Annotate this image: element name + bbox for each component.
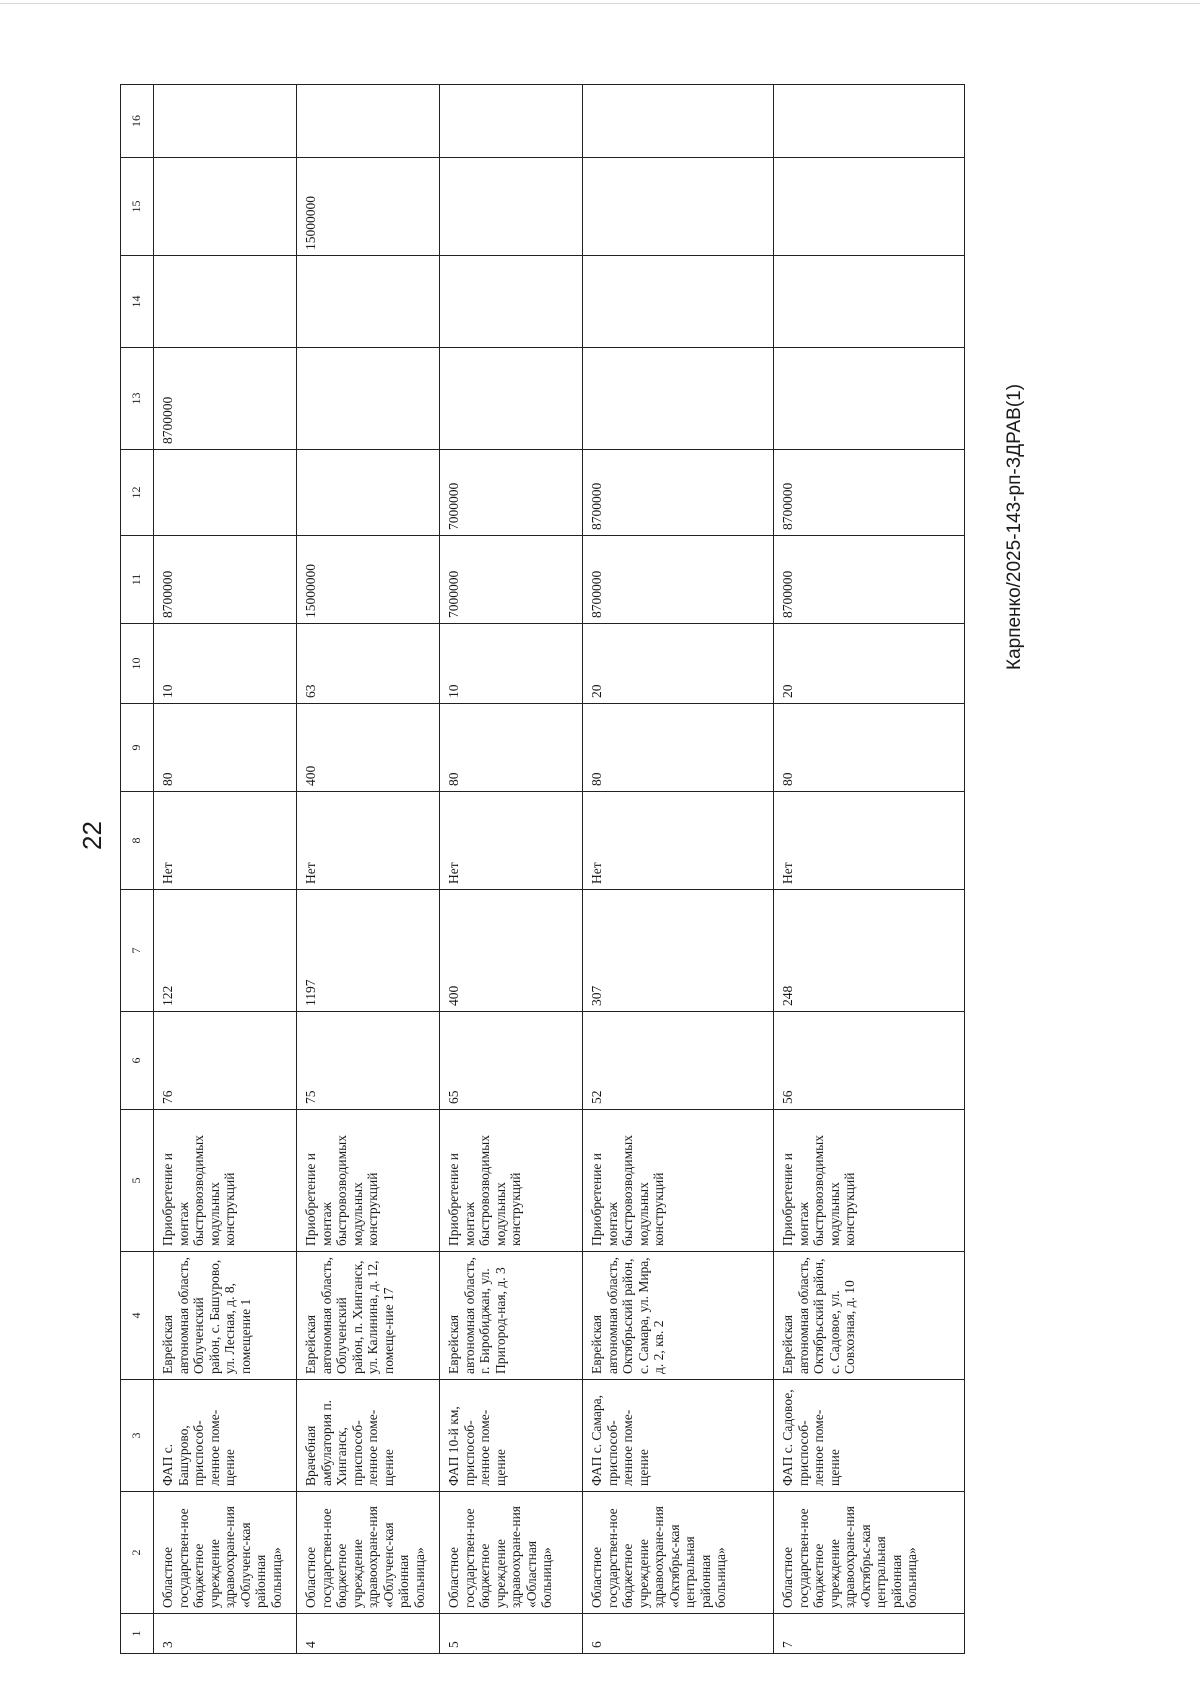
column-number-row: [121, 85, 154, 1654]
table-cell: 10: [440, 624, 583, 704]
table-cell: 248: [774, 890, 965, 1012]
address-cell: Еврейская автономная область, г. Биробиджан, ул. Пригород-ная, д. 3: [440, 1252, 583, 1380]
facility-cell: ФАП с. Садовое, приспособ-ленное поме-щение: [774, 1380, 965, 1492]
column-header: 15: [121, 158, 154, 256]
amount-cell: 8700000: [154, 536, 297, 624]
amount-cell: 7000000: [440, 450, 583, 536]
column-header: 16: [121, 85, 154, 158]
table-cell: Нет: [154, 792, 297, 890]
amount-cell: [774, 348, 965, 450]
rotated-table-wrapper: [120, 85, 1200, 1654]
amount-cell: [583, 348, 774, 450]
column-header: 6: [121, 1012, 154, 1110]
table-cell: 20: [583, 624, 774, 704]
column-header: 3: [121, 1380, 154, 1492]
table-cell: 122: [154, 890, 297, 1012]
table-cell: 80: [154, 704, 297, 792]
column-header: 10: [121, 624, 154, 704]
table-cell: 80: [583, 704, 774, 792]
address-cell: Еврейская автономная область, Октябрьский район, с. Садовое, ул. Совхозная, д. 10: [774, 1252, 965, 1380]
column-header: 12: [121, 450, 154, 536]
table-cell: 20: [774, 624, 965, 704]
facility-cell: ФАП с. Самара, приспособ-ленное поме-щение: [583, 1380, 774, 1492]
facilities-table: [120, 84, 965, 1654]
column-header: 14: [121, 256, 154, 348]
amount-cell: [774, 256, 965, 348]
amount-cell: 15000000: [297, 536, 440, 624]
table-cell: 56: [774, 1012, 965, 1110]
row-number-cell: 5: [440, 1614, 583, 1654]
table-cell: [583, 85, 774, 158]
column-header: 13: [121, 348, 154, 450]
column-header: 2: [121, 1492, 154, 1614]
amount-cell: [440, 158, 583, 256]
facility-cell: ФАП 10-й км, приспособ-ленное поме-щение: [440, 1380, 583, 1492]
amount-cell: 8700000: [774, 536, 965, 624]
table-cell: Нет: [440, 792, 583, 890]
table-cell: Нет: [774, 792, 965, 890]
row-number-cell: 4: [297, 1614, 440, 1654]
table-cell: 80: [774, 704, 965, 792]
column-header: 7: [121, 890, 154, 1012]
column-header: 4: [121, 1252, 154, 1380]
table-row: [583, 85, 774, 1654]
table-cell: 65: [440, 1012, 583, 1110]
table-cell: [440, 85, 583, 158]
row-number-cell: 3: [154, 1614, 297, 1654]
table-cell: [774, 85, 965, 158]
work-type-cell: Приобретение и монтаж быстровозводимых модульных конструкций: [297, 1110, 440, 1252]
table-cell: 80: [440, 704, 583, 792]
table-cell: 76: [154, 1012, 297, 1110]
amount-cell: 8700000: [583, 536, 774, 624]
amount-cell: 8700000: [774, 450, 965, 536]
facility-cell: Врачебная амбулатория п. Хинганск, приспособ-ленное поме-щение: [297, 1380, 440, 1492]
amount-cell: 7000000: [440, 536, 583, 624]
institution-cell: Областное государствен-ное бюджетное учреждение здравоохране-ния «Октябрьс-кая центральная районная больница»: [774, 1492, 965, 1614]
table-cell: 400: [440, 890, 583, 1012]
scan-top-edge: [0, 0, 1200, 4]
table-cell: 400: [297, 704, 440, 792]
page-number: 22: [76, 821, 107, 850]
institution-cell: Областное государствен-ное бюджетное учреждение здравоохране-ния «Областная больница»: [440, 1492, 583, 1614]
table-cell: Нет: [583, 792, 774, 890]
document-reference-code: Карпенко/2025-143-рп-ЗДРАВ(1): [1004, 383, 1025, 670]
table-row: [297, 85, 440, 1654]
table-cell: 307: [583, 890, 774, 1012]
institution-cell: Областное государствен-ное бюджетное учреждение здравоохране-ния «Октябрьс-кая центральная районная больница»: [583, 1492, 774, 1614]
facility-cell: ФАП с. Башурово, приспособ-ленное поме-щение: [154, 1380, 297, 1492]
amount-cell: [154, 256, 297, 348]
amount-cell: [297, 348, 440, 450]
work-type-cell: Приобретение и монтаж быстровозводимых модульных конструкций: [583, 1110, 774, 1252]
amount-cell: [583, 256, 774, 348]
row-number-cell: 6: [583, 1614, 774, 1654]
table-cell: Нет: [297, 792, 440, 890]
amount-cell: 15000000: [297, 158, 440, 256]
amount-cell: [774, 158, 965, 256]
amount-cell: [583, 158, 774, 256]
amount-cell: [440, 348, 583, 450]
work-type-cell: Приобретение и монтаж быстровозводимых модульных конструкций: [774, 1110, 965, 1252]
address-cell: Еврейская автономная область, Облученский район, п. Хинганск, ул. Калинина, д. 12, помеще-ние 17: [297, 1252, 440, 1380]
table-cell: 52: [583, 1012, 774, 1110]
column-header: 1: [121, 1614, 154, 1654]
table-row: [440, 85, 583, 1654]
column-header: 11: [121, 536, 154, 624]
address-cell: Еврейская автономная область, Облученский район, с. Башурово, ул. Лесная, д. 8, помещение 1: [154, 1252, 297, 1380]
table-row: [154, 85, 297, 1654]
institution-cell: Областное государствен-ное бюджетное учреждение здравоохране-ния «Облученс-кая районная больница»: [297, 1492, 440, 1614]
table-cell: 10: [154, 624, 297, 704]
amount-cell: [297, 450, 440, 536]
amount-cell: [154, 158, 297, 256]
table-cell: [297, 85, 440, 158]
amount-cell: [440, 256, 583, 348]
column-header: 8: [121, 792, 154, 890]
table-cell: 63: [297, 624, 440, 704]
address-cell: Еврейская автономная область, Октябрьский район, с. Самара, ул. Мира, д. 2, кв. 2: [583, 1252, 774, 1380]
column-header: 5: [121, 1110, 154, 1252]
table-cell: 1197: [297, 890, 440, 1012]
work-type-cell: Приобретение и монтаж быстровозводимых модульных конструкций: [440, 1110, 583, 1252]
table-cell: 75: [297, 1012, 440, 1110]
table-row: [774, 85, 965, 1654]
amount-cell: 8700000: [583, 450, 774, 536]
amount-cell: [154, 450, 297, 536]
amount-cell: 8700000: [154, 348, 297, 450]
work-type-cell: Приобретение и монтаж быстровозводимых модульных конструкций: [154, 1110, 297, 1252]
amount-cell: [297, 256, 440, 348]
table-cell: [154, 85, 297, 158]
institution-cell: Областное государствен-ное бюджетное учреждение здравоохране-ния «Облученс-кая районная больница»: [154, 1492, 297, 1614]
column-header: 9: [121, 704, 154, 792]
row-number-cell: 7: [774, 1614, 965, 1654]
